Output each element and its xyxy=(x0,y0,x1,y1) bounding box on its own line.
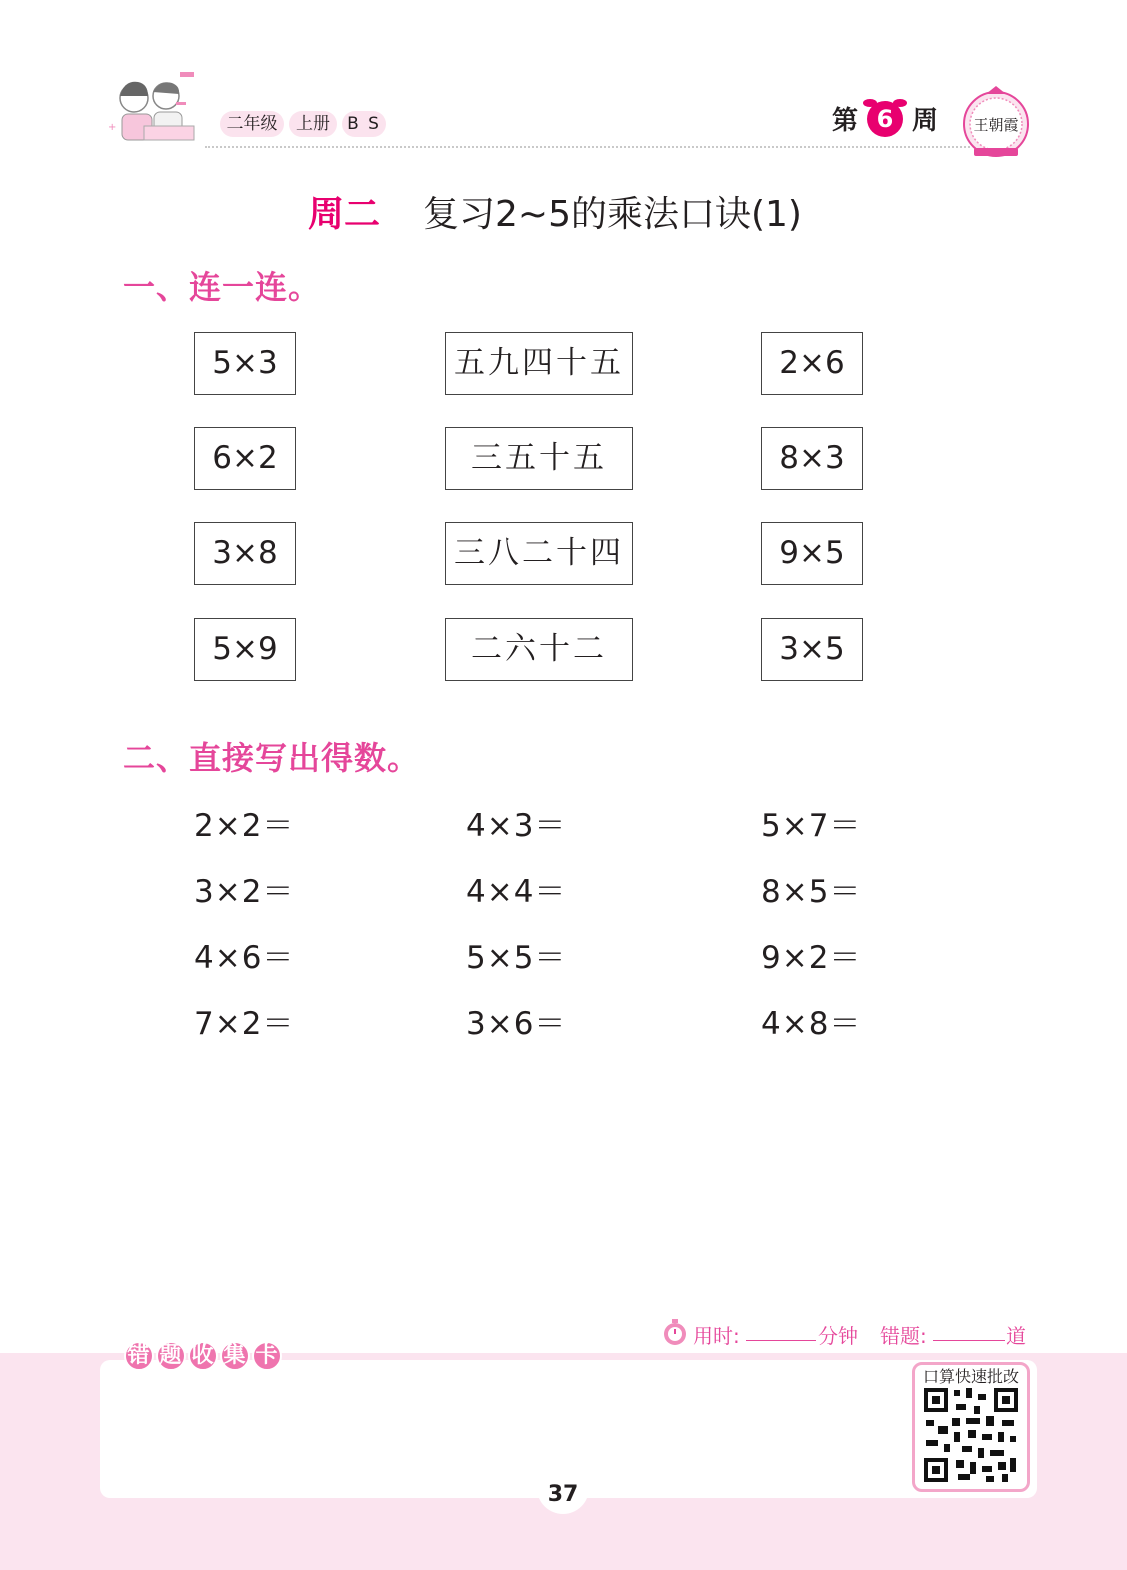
error-card-label: 错 题 收 集 卡 xyxy=(124,1341,284,1371)
equation[interactable]: 8×5＝ xyxy=(761,874,862,910)
volume-badge: 上册 xyxy=(289,111,337,137)
match-right-item[interactable]: 9×5 xyxy=(761,522,863,585)
brand-seal-logo xyxy=(960,84,1032,160)
match-middle-item[interactable]: 三八二十四 xyxy=(445,522,633,585)
match-left-item[interactable]: 6×2 xyxy=(194,427,296,490)
match-middle-item[interactable]: 三五十五 xyxy=(445,427,633,490)
qr-code-icon[interactable] xyxy=(922,1386,1020,1484)
equation[interactable]: 4×4＝ xyxy=(466,874,567,910)
equation[interactable]: 5×7＝ xyxy=(761,808,862,844)
errors-unit: 道 xyxy=(1006,1324,1026,1348)
time-blank[interactable] xyxy=(746,1340,816,1341)
time-unit: 分钟 xyxy=(818,1324,858,1348)
header-divider xyxy=(205,146,970,148)
equation[interactable]: 3×2＝ xyxy=(194,874,295,910)
match-middle-item[interactable]: 五九四十五 xyxy=(445,332,633,395)
page-number: 37 xyxy=(547,1482,579,1507)
errors-label: 错题: xyxy=(880,1324,927,1348)
svg-text:王朝霞: 王朝霞 xyxy=(973,116,1019,134)
equation[interactable]: 3×6＝ xyxy=(466,1006,567,1042)
match-left-item[interactable]: 5×3 xyxy=(194,332,296,395)
section1-title: 一、连一连。 xyxy=(123,268,322,306)
equation[interactable]: 5×5＝ xyxy=(466,940,567,976)
week-prefix: 第 xyxy=(832,106,859,136)
edition-badge: B S xyxy=(342,111,386,137)
week-number-badge: 6 xyxy=(867,101,903,137)
equation[interactable]: 4×3＝ xyxy=(466,808,567,844)
match-right-item[interactable]: 2×6 xyxy=(761,332,863,395)
section2-title: 二、直接写出得数。 xyxy=(123,739,421,777)
equation[interactable]: 9×2＝ xyxy=(761,940,862,976)
grade-badge: 二年级 xyxy=(220,111,284,137)
week-suffix: 周 xyxy=(912,106,939,136)
lesson-day: 周二 xyxy=(308,194,381,235)
match-left-item[interactable]: 3×8 xyxy=(194,522,296,585)
equation[interactable]: 7×2＝ xyxy=(194,1006,295,1042)
equation[interactable]: 2×2＝ xyxy=(194,808,295,844)
errors-blank[interactable] xyxy=(933,1340,1005,1341)
equation[interactable]: 4×6＝ xyxy=(194,940,295,976)
qr-label: 口算快速批改 xyxy=(922,1367,1019,1386)
time-label: 用时: xyxy=(693,1324,740,1348)
match-left-item[interactable]: 5×9 xyxy=(194,618,296,681)
match-right-item[interactable]: 3×5 xyxy=(761,618,863,681)
lesson-topic: 复习2~5的乘法口诀(1) xyxy=(423,194,802,235)
equation[interactable]: 4×8＝ xyxy=(761,1006,862,1042)
match-middle-item[interactable]: 二六十二 xyxy=(445,618,633,681)
children-illustration xyxy=(104,70,204,156)
stopwatch-icon xyxy=(661,1318,689,1346)
match-right-item[interactable]: 8×3 xyxy=(761,427,863,490)
svg-text:+: + xyxy=(108,122,117,133)
